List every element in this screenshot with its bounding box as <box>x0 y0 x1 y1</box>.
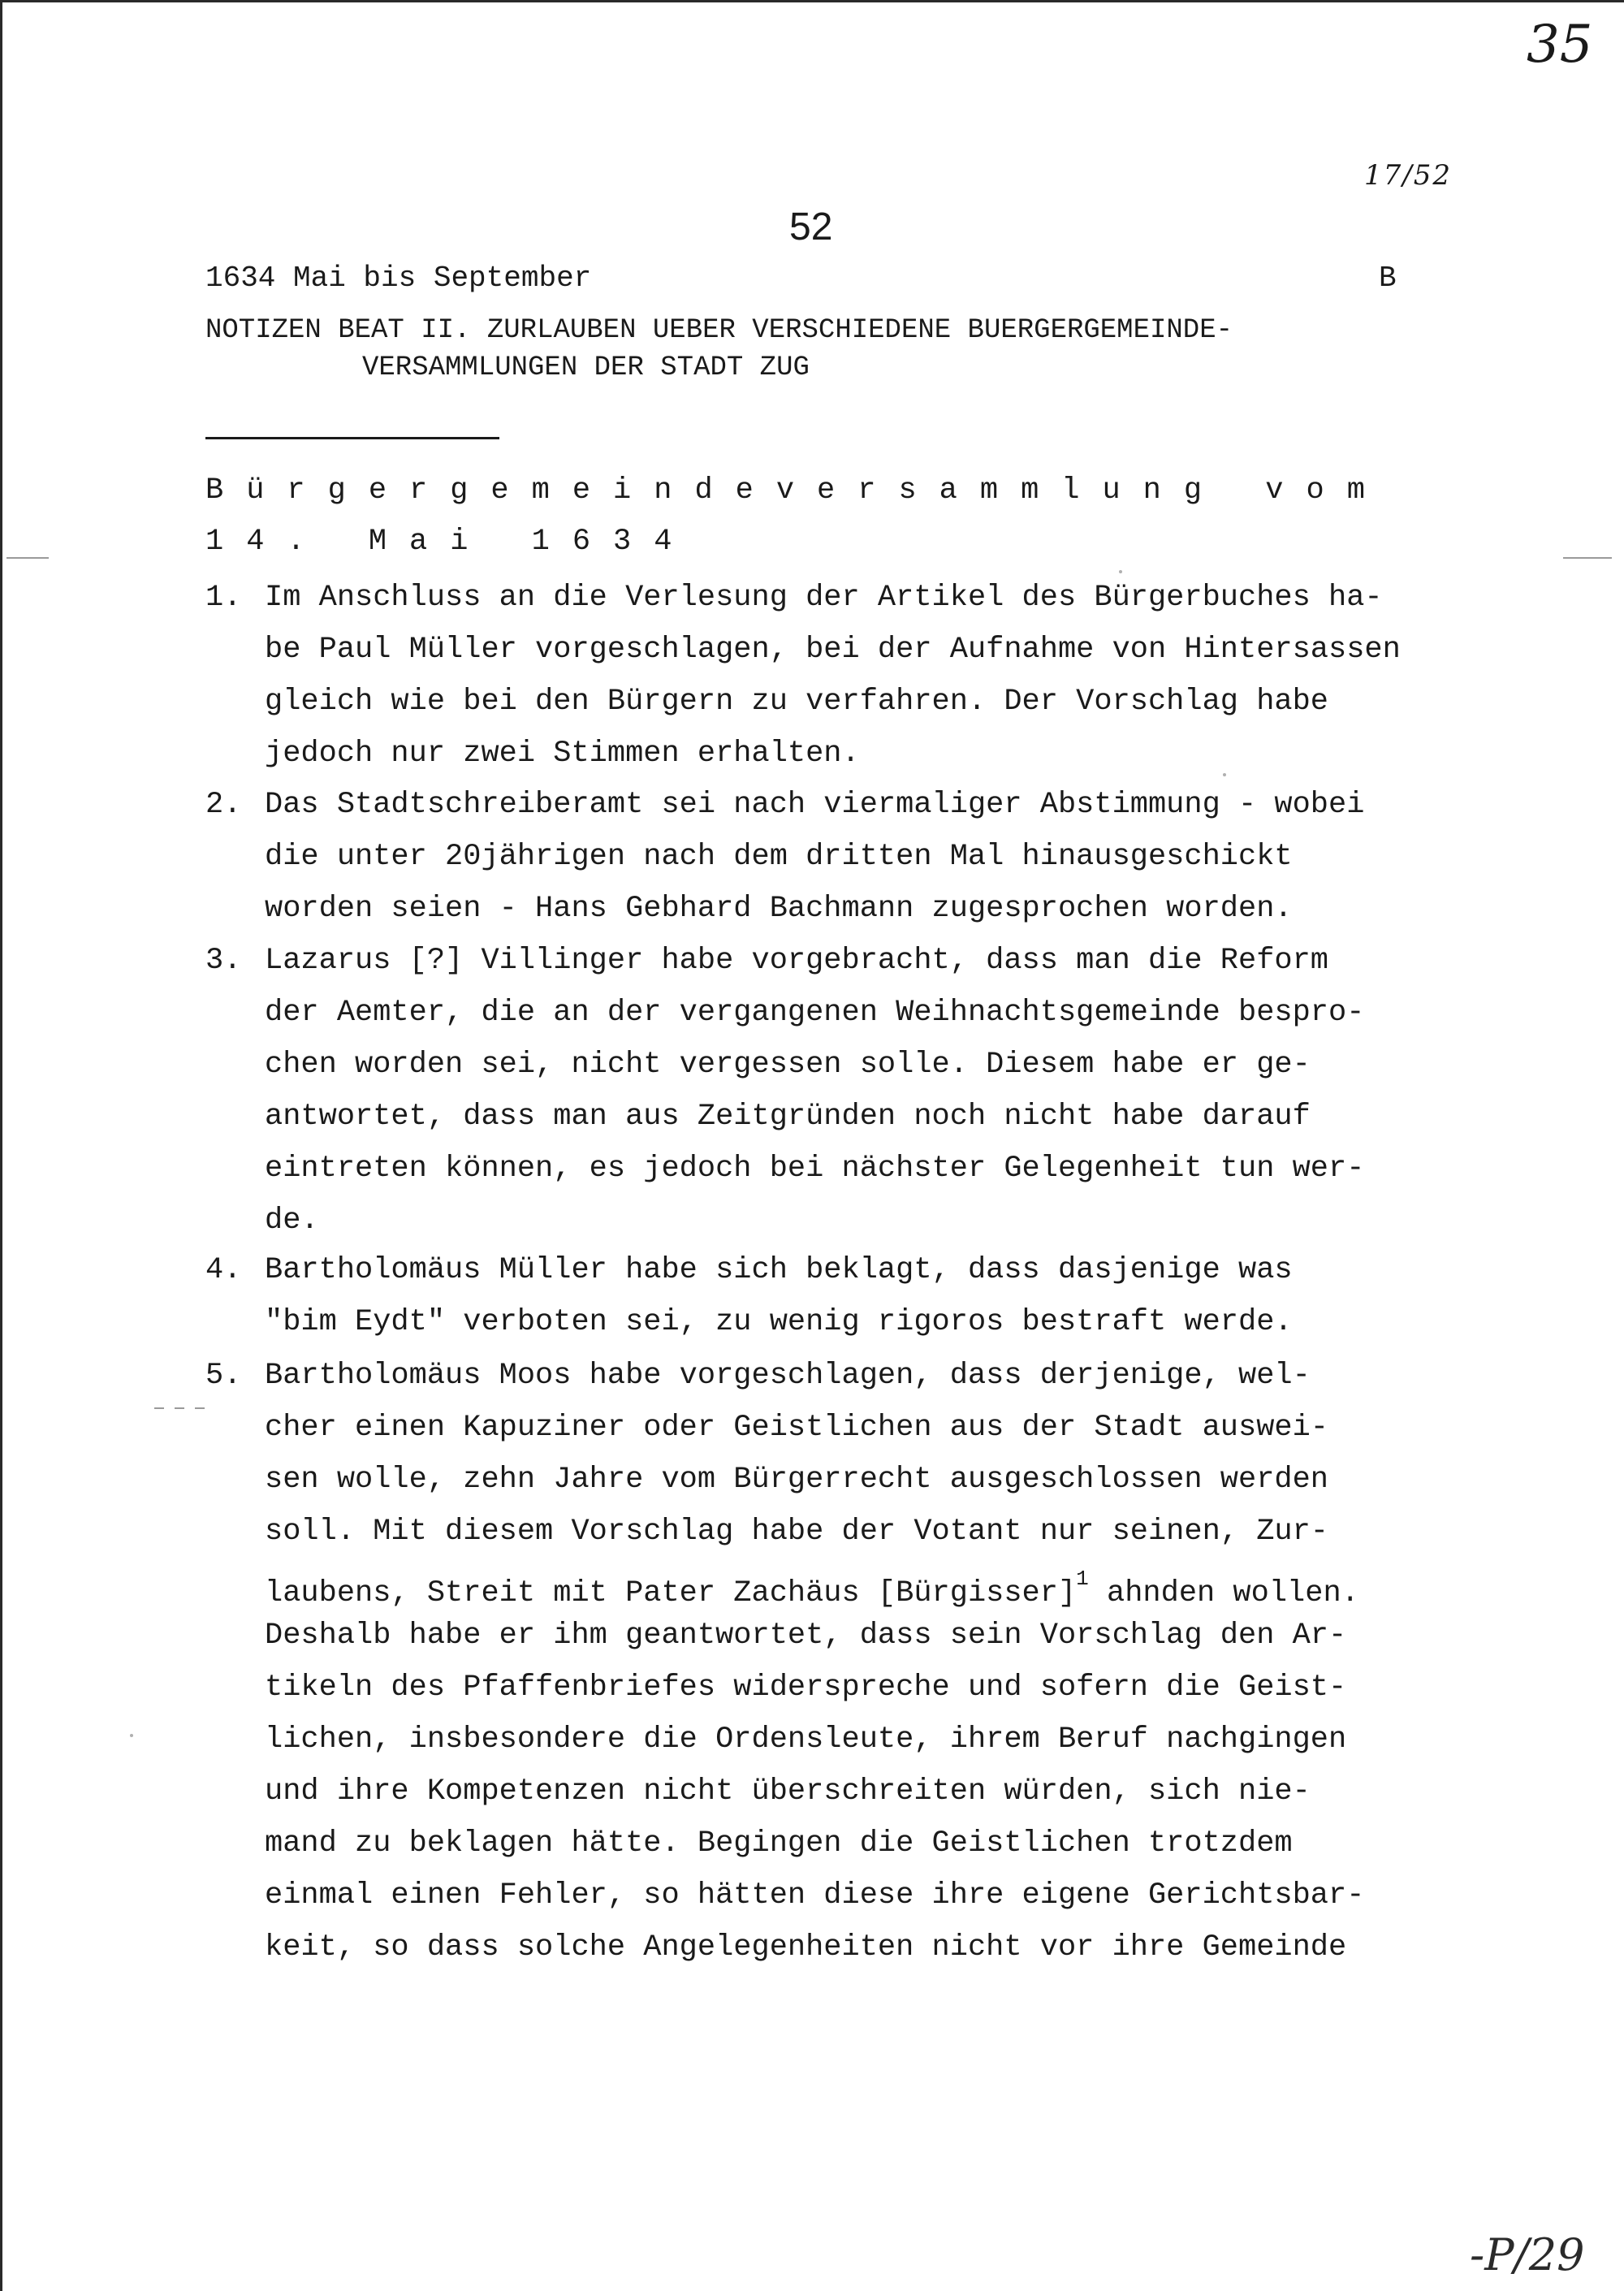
item-line-text: laubens, Streit mit Pater Zachäus [Bürgisser] <box>265 1576 1077 1610</box>
item-line: der Aemter, die an der vergangenen Weihnachtsgemeinde bespro- <box>265 996 1365 1030</box>
document-date: 1634 Mai bis September <box>205 262 592 295</box>
item-line: "bim Eydt" verboten sei, zu wenig rigoros bestraft werde. <box>265 1305 1293 1339</box>
item-line: keit, so dass solche Angelegenheiten nicht vor ihre Gemeinde <box>265 1930 1347 1965</box>
margin-mark-dash <box>154 1407 164 1409</box>
meeting-heading-line-1: Bürgergemeindeversammlung vom <box>205 473 1388 508</box>
folio-number: 35 <box>1527 15 1593 75</box>
item-line: gleich wie bei den Bürgern zu verfahren. Der Vorschlag habe <box>265 685 1329 719</box>
section-letter: B <box>1379 262 1397 295</box>
item-number: 1. <box>205 581 242 615</box>
item-line: Lazarus [?] Villinger habe vorgebracht, dass man die Reform <box>265 944 1329 978</box>
item-line: Bartholomäus Müller habe sich beklagt, dass dasjenige was <box>265 1253 1293 1287</box>
scan-speck <box>1223 773 1226 776</box>
item-line: de. <box>265 1204 319 1238</box>
document-title-line-2: VERSAMMLUNGEN DER STADT ZUG <box>362 352 810 383</box>
item-number: 5. <box>205 1359 242 1393</box>
document-reference: 17/52 <box>1364 159 1452 192</box>
margin-mark-dash <box>175 1407 184 1409</box>
item-line: Im Anschluss an die Verlesung der Artikel des Bürgerbuches ha- <box>265 581 1383 615</box>
item-line: be Paul Müller vorgeschlagen, bei der Aufnahme von Hintersassen <box>265 633 1401 667</box>
item-line: Das Stadtschreiberamt sei nach viermaliger Abstimmung - wobei <box>265 788 1365 822</box>
item-line: Bartholomäus Moos habe vorgeschlagen, dass derjenige, wel- <box>265 1359 1311 1393</box>
item-line: soll. Mit diesem Vorschlag habe der Votant nur seinen, Zur- <box>265 1515 1329 1549</box>
item-number: 3. <box>205 944 242 978</box>
item-line: und ihre Kompetenzen nicht überschreiten würden, sich nie- <box>265 1774 1311 1809</box>
document-title-line-1: NOTIZEN BEAT II. ZURLAUBEN UEBER VERSCHIEDENE BUERGERGEMEINDE- <box>205 315 1233 346</box>
item-line: mand zu beklagen hätte. Begingen die Geistlichen trotzdem <box>265 1826 1293 1861</box>
item-line: cher einen Kapuziner oder Geistlichen aus der Stadt auswei- <box>265 1411 1329 1445</box>
scan-border-left <box>0 0 2 2291</box>
handwritten-signature: -P/29 <box>1470 2229 1585 2280</box>
item-number: 4. <box>205 1253 242 1287</box>
item-line: Deshalb habe er ihm geantwortet, dass sein Vorschlag den Ar- <box>265 1619 1347 1653</box>
footnote-reference: 1 <box>1076 1567 1089 1591</box>
title-rule <box>205 437 499 439</box>
item-line: lichen, insbesondere die Ordensleute, ihrem Beruf nachgingen <box>265 1723 1347 1757</box>
item-line: tikeln des Pfaffenbriefes widerspreche und sofern die Geist- <box>265 1671 1347 1705</box>
item-line-tail: ahnden wollen. <box>1107 1576 1359 1610</box>
margin-mark-left <box>6 557 49 559</box>
scan-speck <box>130 1734 133 1737</box>
page-number: 52 <box>789 205 833 249</box>
item-line-with-footnote <box>265 1567 1359 1610</box>
item-line: einmal einen Fehler, so hätten diese ihre eigene Gerichtsbar- <box>265 1878 1365 1913</box>
item-line: die unter 20jährigen nach dem dritten Mal hinausgeschickt <box>265 840 1293 874</box>
item-line: antwortet, dass man aus Zeitgründen noch nicht habe darauf <box>265 1100 1311 1134</box>
item-line: worden seien - Hans Gebhard Bachmann zugesprochen worden. <box>265 892 1293 926</box>
item-number: 2. <box>205 788 242 822</box>
item-line: sen wolle, zehn Jahre vom Bürgerrecht ausgeschlossen werden <box>265 1463 1329 1497</box>
margin-mark-right <box>1563 557 1612 559</box>
meeting-heading-line-2: 14. Mai 1634 <box>205 525 695 559</box>
item-line: jedoch nur zwei Stimmen erhalten. <box>265 737 860 771</box>
scan-border-top <box>0 0 1624 2</box>
margin-mark-dash <box>195 1407 205 1409</box>
item-line: eintreten können, es jedoch bei nächster Gelegenheit tun wer- <box>265 1152 1365 1186</box>
scan-speck <box>1119 570 1122 573</box>
item-line: chen worden sei, nicht vergessen solle. Diesem habe er ge- <box>265 1048 1311 1082</box>
